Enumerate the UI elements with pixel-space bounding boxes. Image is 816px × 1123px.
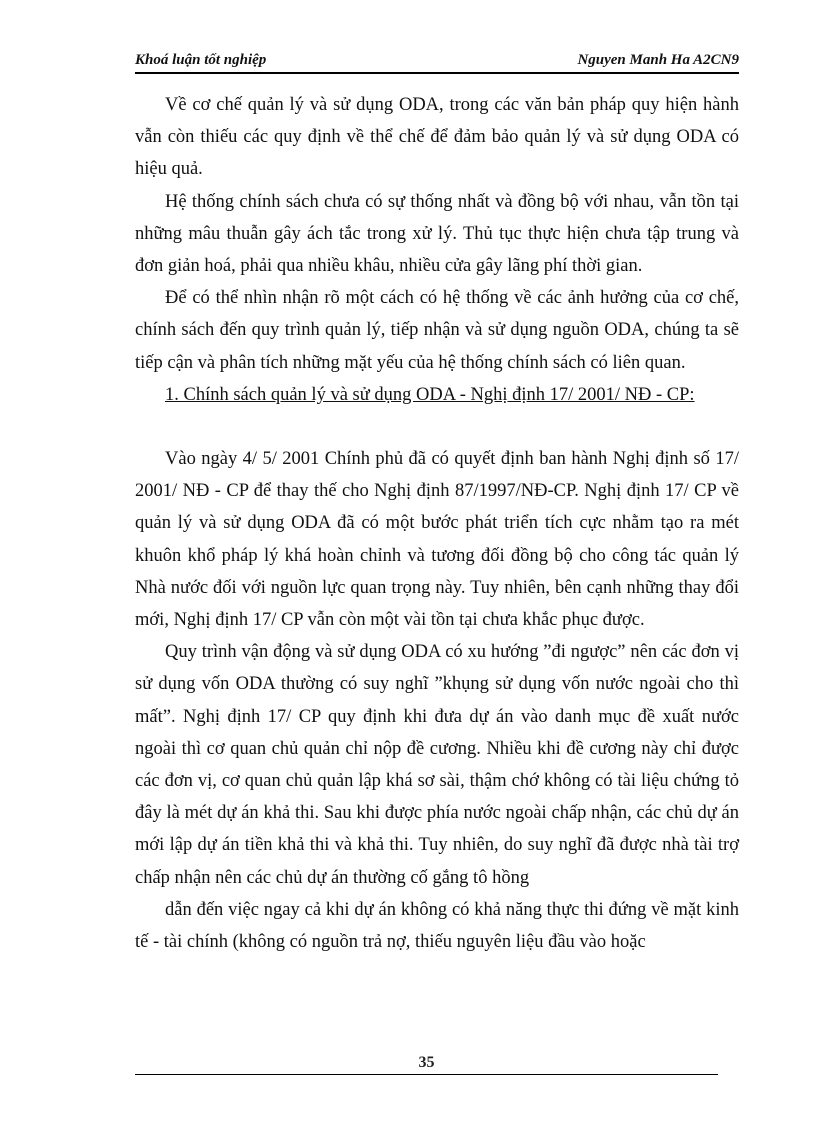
page-header: [135, 50, 739, 74]
paragraph-oda-process: Quy trình vận động và sử dụng ODA có xu hướng ”đi ngược” nên các đơn vị sử dụng vốn ODA thường có suy nghĩ ”khụng sử dụng vốn nước ngoài cho thì mất”. Nghị định 17/ CP quy định khi đưa dự án vào danh mục đề xuất nước ngoài thì cơ quan chủ quản chỉ nộp đề cương. Nhiều khi đề cương này chỉ được các đơn vị, cơ quan chủ quản lập khá sơ sài, thậm chớ không có tài liệu chứng tỏ đây là mét dự án khả thi. Sau khi được phía nước ngoài chấp nhận, các chủ dự án mới lập dự án tiền khả thi và khả thi. Tuy nhiên, do suy nghĩ đã được nhà tài trợ chấp nhận nên các chủ dự án thường cố gắng tô hồng: [135, 642, 739, 888]
page-number: 35: [418, 1054, 435, 1071]
section-heading: 1. Chính sách quản lý và sử dụng ODA - Nghị định 17/ 2001/ NĐ - CP:: [165, 384, 695, 405]
header-author: Nguyen Manh Ha A2CN9: [577, 52, 739, 68]
paragraph-consequence: dẫn đến việc ngay cả khi dự án không có khả năng thực thi đứng về mặt kinh tế - tài chính (không có nguồn trả nợ, thiếu nguyên liệu đầu vào hoặc: [135, 899, 739, 953]
paragraph-approach: Để có thể nhìn nhận rõ một cách có hệ thống về các ảnh hưởng của cơ chế, chính sách đến quy trình quản lý, tiếp nhận và sử dụng nguồn ODA, chúng ta sẽ tiếp cận và phân tích những mặt yếu của hệ thống chính sách có liên quan.: [135, 288, 739, 373]
paragraph-decree-17: Vào ngày 4/ 5/ 2001 Chính phủ đã có quyết định ban hành Nghị định số 17/ 2001/ NĐ - CP để thay thế cho Nghị định 87/1997/NĐ-CP. Nghị định 17/ CP về quản lý và sử dụng ODA đã có một bước phát triển tích cực nhằm tạo ra mét khuôn khổ pháp lý khá hoàn chỉnh và tương đối đồng bộ cho công tác quản lý Nhà nước đối với nguồn lực quan trọng này. Tuy nhiên, bên cạnh những thay đổi mới, Nghị định 17/ CP vẫn còn một vài tồn tại chưa khắc phục được.: [135, 449, 739, 631]
document-body: [135, 89, 739, 958]
header-thesis-title: Khoá luận tốt nghiệp: [135, 52, 267, 68]
paragraph-policy-system: Hệ thống chính sách chưa có sự thống nhất và đồng bộ với nhau, vẫn tồn tại những mâu thuẫn gây ách tắc trong xử lý. Thủ tục thực hiện chưa tập trung và đơn giản hoá, phải qua nhiều khâu, nhiều cửa gây lãng phí thời gian.: [135, 191, 739, 277]
page-footer: [135, 1054, 718, 1075]
paragraph-oda-mechanism: Về cơ chế quản lý và sử dụng ODA, trong các văn bản pháp quy hiện hành vẫn còn thiếu các quy định về thể chế để đảm bảo quản lý và sử dụng ODA có hiệu quả.: [135, 95, 739, 180]
